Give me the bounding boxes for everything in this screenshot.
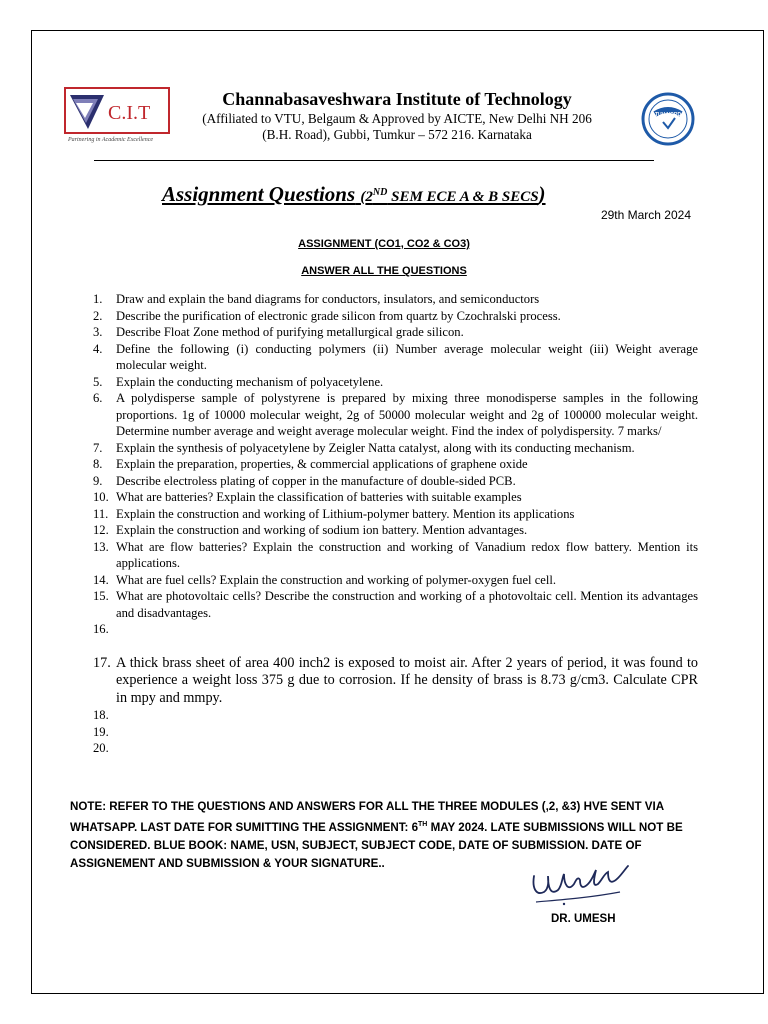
question-item (93, 707, 698, 724)
question-number: 3. (93, 325, 103, 339)
submission-note: NOTE: REFER TO THE QUESTIONS AND ANSWERS FOR ALL THE THREE MODULES (,2, &3) HVE SENT VIA WHATSAPP. LAST DATE FOR SUMITTING THE ASSIGNMENT: 6TH MAY 2024. LATE SUBMISSIONS WILL NOT BE CONSIDERED. BLUE BOOK: NAME, USN, SUBJECT, SUBJECT CODE, DATE OF SUBMISSION. DATE OF ASSIGNEMENT AND SUBMISSION & YOUR SIGNATURE.. (70, 800, 683, 870)
signatory-name: DR. UMESH (551, 913, 616, 925)
question-number: 4. (93, 341, 103, 356)
question-text: Draw and explain the band diagrams for conductors, insulators, and semiconductors (116, 292, 540, 306)
question-item (93, 324, 698, 341)
affiliation-line-1: (Affiliated to VTU, Belgaum & Approved by AICTE, New Delhi NH 206 (202, 111, 592, 126)
question-item (93, 506, 698, 523)
affiliation-line-2: (B.H. Road), Gubbi, Tumkur – 572 216. Karnataka (262, 127, 532, 142)
question-item (93, 473, 698, 490)
assignment-heading: ASSIGNMENT (CO1, CO2 & CO3) (298, 238, 470, 250)
question-item (93, 572, 698, 589)
question-item (93, 308, 698, 325)
question-text: A thick brass sheet of area 400 inch2 is exposed to moist air. After 2 years of period, it was found to experience a weight loss 375 g due to corrosion. If he density of brass is 8.73 g/cm3. Calculate CPR in mpy and mmpy. (116, 654, 698, 706)
question-item (93, 740, 698, 757)
header-divider (94, 160, 654, 161)
question-number: 5. (93, 374, 103, 389)
question-number: 16. (93, 622, 109, 636)
question-text: Explain the construction and working of Lithium-polymer battery. Mention its applications (116, 506, 575, 521)
question-text (116, 724, 698, 741)
signature (528, 862, 632, 910)
question-text: Describe Float Zone method of purifying metallurgical grade silicon. (116, 325, 464, 339)
question-text: A polydisperse sample of polystyrene is prepared by mixing three monodisperse samples in the following proportions. 1g of 10000 molecular weight, 2g of 50000 molecular weight and 2g of 100000 molecular weight. Determine number average and weight average molecular weight. Find the index of polydispersity. 7 marks/ (116, 391, 698, 438)
question-item (93, 390, 698, 440)
question-number: 1. (93, 292, 103, 306)
question-number: 6. (93, 391, 103, 405)
question-text: Explain the construction and working of sodium ion battery. Mention advantages. (116, 523, 528, 537)
question-number: 8. (93, 457, 103, 471)
question-number: 14. (93, 572, 109, 587)
question-item (93, 539, 698, 572)
question-item (93, 374, 698, 391)
question-item (93, 440, 698, 457)
question-number: 11. (93, 506, 109, 521)
question-text (116, 621, 698, 638)
date: 29th March 2024 (600, 208, 691, 222)
instruction-heading: ANSWER ALL THE QUESTIONS (301, 265, 467, 277)
question-text (116, 707, 698, 724)
question-number: 12. (93, 523, 109, 537)
question-number: 19. (93, 724, 109, 739)
cit-logo (64, 87, 170, 143)
question-item (93, 621, 698, 638)
question-text: What are photovoltaic cells? Describe the construction and working of a photovoltaic cell. Mention its advantages and disadvantages. (116, 589, 698, 620)
question-number: 10. (93, 490, 109, 504)
question-text: Define the following (i) conducting polymers (ii) Number average molecular weight (iii) Weight average molecular weight. (116, 341, 698, 372)
question-item (93, 588, 698, 621)
tuv-certification-seal (641, 92, 695, 146)
question-text: What are flow batteries? Explain the construction and working of Vanadium redox flow battery. Mention its applications. (116, 539, 698, 570)
question-text (116, 740, 698, 757)
question-item (93, 456, 698, 473)
svg-text:C.I.T: C.I.T (108, 102, 151, 124)
question-text: Explain the conducting mechanism of polyacetylene. (116, 374, 384, 389)
question-item (93, 291, 698, 308)
question-number: 2. (93, 308, 103, 323)
question-text: Describe the purification of electronic grade silicon from quartz by Czochralski process. (116, 308, 561, 323)
svg-text:Partnering in Academic Excelle: Partnering in Academic Excellence (68, 137, 154, 143)
question-item (93, 655, 698, 708)
question-number: 13. (93, 539, 109, 554)
page-title: Assignment Questions (2ND SEM ECE A & B SECS) (162, 182, 546, 206)
institute-name: Channabasaveshwara Institute of Technology (222, 89, 572, 109)
question-item (93, 522, 698, 539)
question-number: 18. (93, 708, 109, 722)
question-text: What are fuel cells? Explain the construction and working of polymer-oxygen fuel cell. (116, 572, 557, 587)
question-number: 7. (93, 440, 103, 455)
question-item (93, 724, 698, 741)
svg-text:TUV NORD: TUV NORD (654, 112, 682, 118)
question-list (93, 291, 698, 757)
question-number: 20. (93, 741, 109, 755)
question-text: Explain the preparation, properties, & commercial applications of graphene oxide (116, 457, 528, 471)
question-number: 9. (93, 473, 103, 488)
spacer (93, 638, 698, 655)
question-text: Explain the synthesis of polyacetylene by Zeigler Natta catalyst, along with its conducting mechanism. (116, 440, 635, 455)
question-item (93, 489, 698, 506)
question-number: 15. (93, 589, 109, 603)
question-item (93, 341, 698, 374)
question-text: What are batteries? Explain the classification of batteries with suitable examples (116, 490, 522, 504)
question-text: Describe electroless plating of copper in the manufacture of double-sided PCB. (116, 473, 516, 488)
question-number: 17. (93, 654, 111, 671)
